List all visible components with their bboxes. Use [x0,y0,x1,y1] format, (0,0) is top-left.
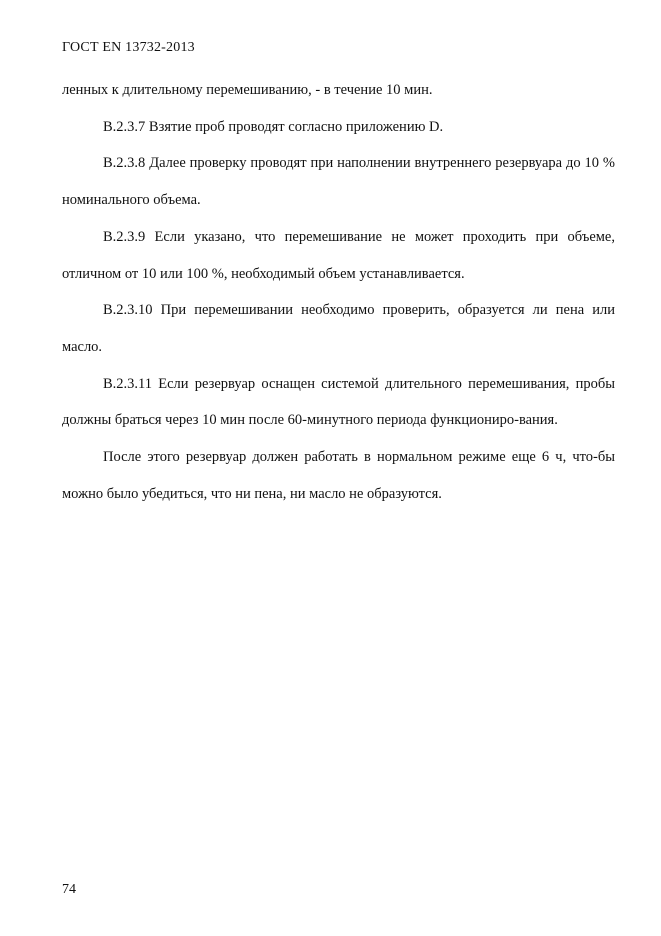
paragraph-b-2-3-11: B.2.3.11 Если резервуар оснащен системой длительного перемешивания, пробы должны браться через 10 мин после 60-минутного периода функциониро-вания. [62,375,615,429]
document-header: ГОСТ EN 13732-2013 [62,40,195,55]
paragraph-b-2-3-9: B.2.3.9 Если указано, что перемешивание не может проходить при объеме, отличном от 10 или 100 %, необходимый объем устанавливается. [62,228,615,282]
document-body [62,72,615,512]
paragraph-b-2-3-7: B.2.3.7 Взятие проб проводят согласно приложению D. [103,118,444,135]
paragraph-closing: После этого резервуар должен работать в нормальном режиме еще 6 ч, что-бы можно было убедиться, что ни пена, ни масло не образуются. [62,449,615,502]
page-number: 74 [62,882,76,897]
paragraph-b-2-3-8: B.2.3.8 Далее проверку проводят при наполнении внутреннего резервуара до 10 % номинального объема. [62,155,615,209]
paragraph-continuation: ленных к длительному перемешиванию, - в течение 10 мин. [62,82,433,98]
paragraph-b-2-3-10: B.2.3.10 При перемешивании необходимо проверить, образуется ли пена или масло. [62,302,615,355]
